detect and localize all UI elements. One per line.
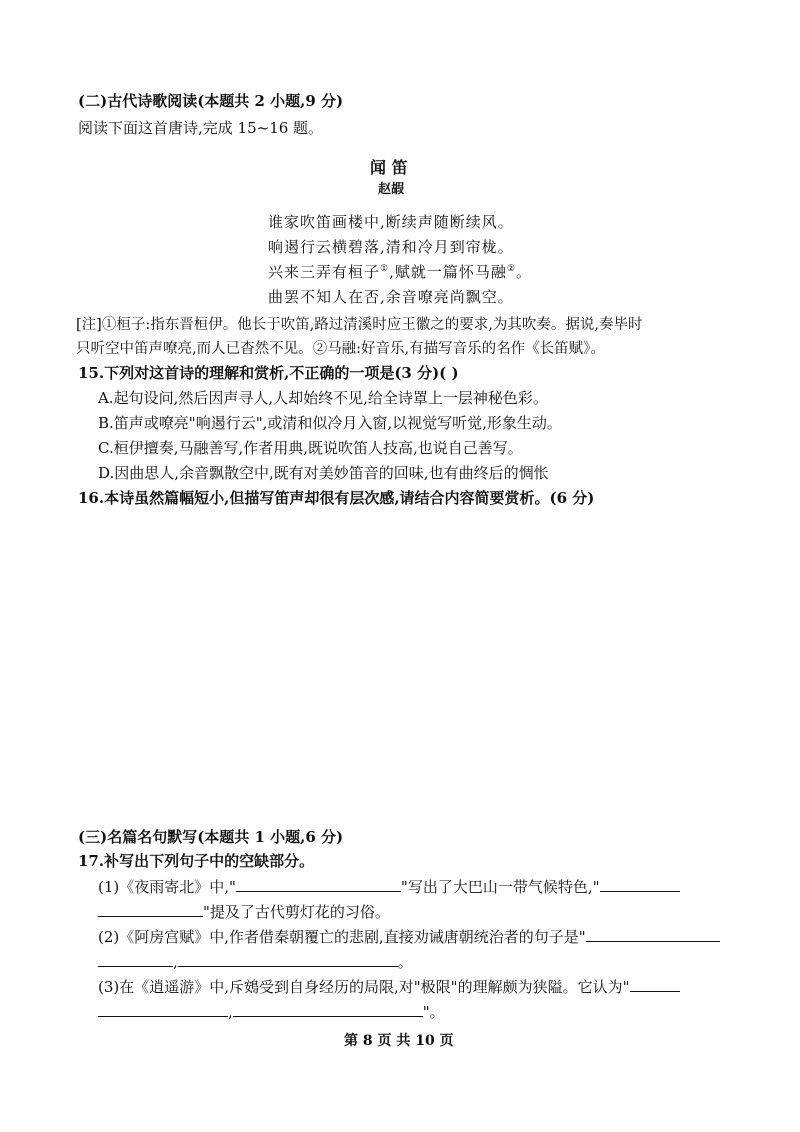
- poem-line-3-part1: 兴来三弄有桓子: [268, 263, 381, 281]
- poem-notes-line-2: 只听空中笛声嘹亮,而人已杳然不见。②马融:好音乐,有描写音乐的名作《长笛赋》。: [76, 341, 605, 357]
- q17-item-1-middle: "写出了大巴山一带气候特色,": [400, 878, 600, 896]
- q17-item-2-prefix: (2)《阿房宫赋》中,作者借秦朝覆亡的悲剧,直接劝诫唐朝统治者的句子是": [98, 928, 586, 946]
- q15-option-a: A.起句设问,然后因声寻人,人却始终不见,给全诗罩上一层神秘色彩。: [98, 389, 548, 407]
- poem-line-3-part2: ,赋就一篇怀马融: [389, 263, 507, 281]
- q17-blank-6[interactable]: [233, 1002, 423, 1017]
- q17-blank-3b[interactable]: [98, 952, 173, 967]
- poem-line-3-end: 。: [515, 263, 532, 281]
- q15-stem: 15.下列对这首诗的理解和赏析,不正确的一项是(3 分)( ): [78, 364, 459, 382]
- poem-title: 闻 笛: [370, 158, 408, 177]
- q15-option-d: D.因曲思人,余音飘散空中,既有对美妙笛音的回味,也有曲终后的惆怅: [98, 464, 549, 482]
- q17-item-1-line-2: [98, 901, 390, 922]
- footnote-mark-1: ①: [380, 264, 390, 274]
- q15-option-c: C.桓伊擅奏,马融善写,作者用典,既说吹笛人技高,也说自己善写。: [98, 439, 523, 457]
- section3-header: (三)名篇名句默写(本题共 1 小题,6 分): [78, 828, 344, 846]
- page-footer: 第 8 页 共 10 页: [344, 1033, 454, 1049]
- poem-line-1: 谁家吹笛画楼中,断续声随断续风。: [268, 213, 514, 231]
- q17-item-1-line-1: [98, 876, 680, 897]
- q17-blank-5a[interactable]: [630, 977, 680, 992]
- q17-item-2-line-2: [98, 951, 413, 972]
- section2-instruction: 阅读下面这首唐诗,完成 15~16 题。: [78, 119, 324, 137]
- section2-header: (二)古代诗歌阅读(本题共 2 小题,9 分): [78, 92, 344, 110]
- poem-author: 赵嘏: [378, 182, 405, 197]
- q17-item-1-suffix: "提及了古代剪灯花的习俗。: [203, 903, 390, 921]
- q17-blank-1[interactable]: [236, 877, 401, 892]
- q17-blank-2a[interactable]: [600, 877, 680, 892]
- q17-blank-2b[interactable]: [98, 902, 203, 917]
- poem-line-2: 响遏行云横碧落,清和冷月到帘栊。: [268, 238, 514, 256]
- q15-option-b: B.笛声或嘹亮"响遏行云",或清和似冷月入窗,以视觉写听觉,形象生动。: [98, 414, 562, 432]
- q17-item-2-separator: ,: [173, 953, 178, 971]
- q17-item-2-end: 。: [397, 953, 413, 971]
- q17-item-3-prefix: (3)在《逍遥游》中,斥鴳受到自身经历的局限,对"极限"的理解颇为狭隘。它认为": [98, 978, 630, 996]
- q17-blank-4[interactable]: [178, 952, 398, 967]
- poem-line-4: 曲罢不知人在否,余音嘹亮尚飘空。: [268, 288, 514, 306]
- q17-item-3-line-1: [98, 976, 680, 997]
- q17-item-3-line-2: [98, 1001, 445, 1022]
- q17-item-1-prefix: (1)《夜雨寄北》中,": [98, 878, 236, 896]
- q16-answer-area[interactable]: [78, 512, 718, 812]
- poem-line-3: [268, 261, 532, 282]
- q17-blank-5b[interactable]: [98, 1002, 228, 1017]
- footnote-mark-2: ②: [506, 264, 516, 274]
- poem-notes-line-1: [注]①桓子:指东晋桓伊。他长于吹笛,路过清溪时应王徽之的要求,为其吹奏。据说,奏毕时: [76, 317, 643, 333]
- q17-item-3-separator: ,: [228, 1003, 233, 1021]
- q16-stem: 16.本诗虽然篇幅短小,但描写笛声却很有层次感,请结合内容简要赏析。(6 分): [78, 489, 595, 507]
- q17-item-2-line-1: [98, 926, 720, 947]
- q17-stem: 17.补写出下列句子中的空缺部分。: [78, 852, 315, 870]
- q17-blank-3a[interactable]: [586, 927, 720, 942]
- q17-item-3-end: "。: [422, 1003, 445, 1021]
